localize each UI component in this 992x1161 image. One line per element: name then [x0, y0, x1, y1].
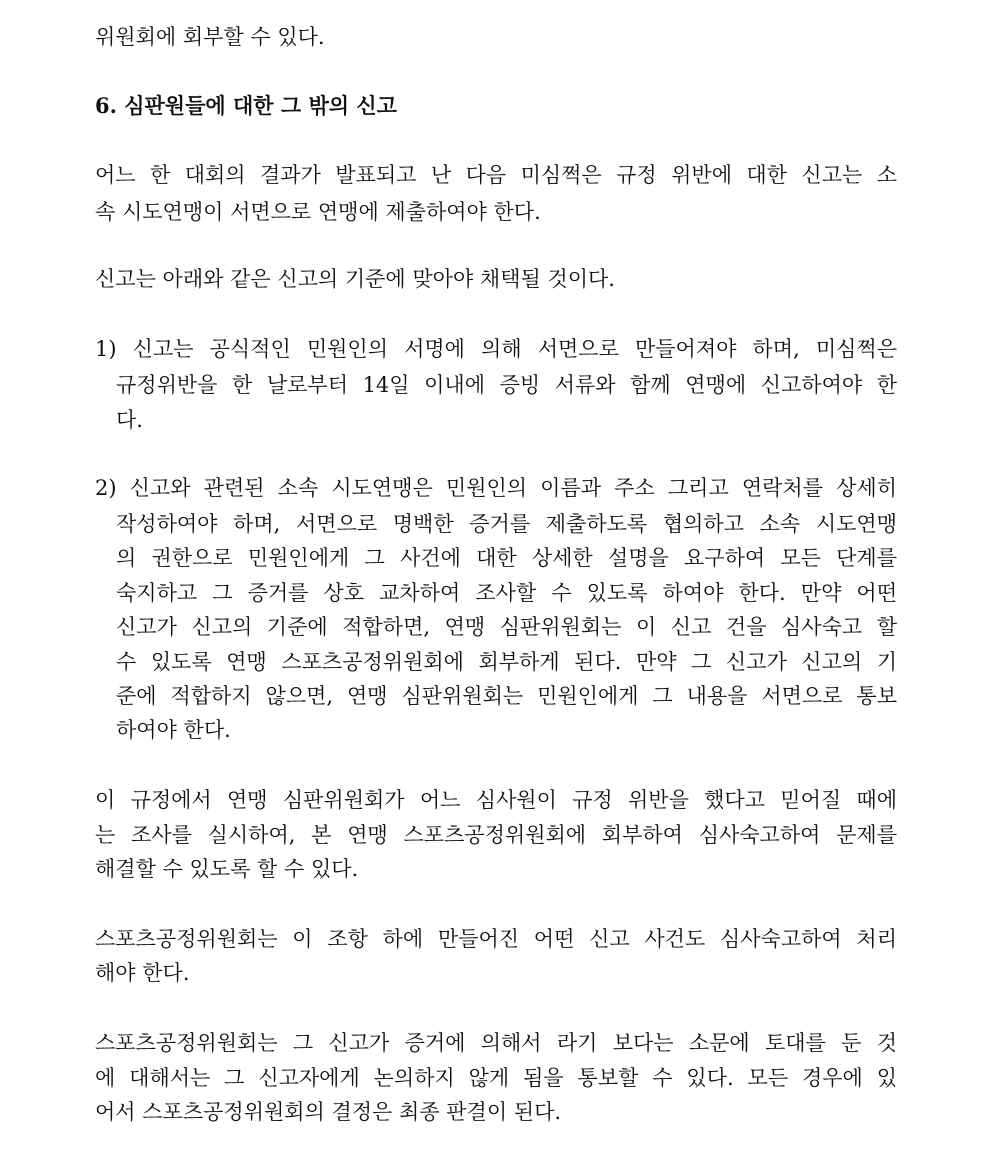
- list-item-line: 작성하여야 하며, 서면으로 명백한 증거를 제출하도록 협의하고 소속 시도연맹: [116, 512, 897, 536]
- paragraph-line: 이 규정에서 연맹 심판위원회가 어느 심사원이 규정 위반을 했다고 믿어질 때에: [95, 788, 897, 812]
- paragraph-line: 속 시도연맹이 서면으로 연맹에 제출하여야 한다.: [95, 200, 541, 224]
- paragraph-line: 해결할 수 있도록 할 수 있다.: [95, 857, 359, 881]
- intro-line: 위원회에 회부할 수 있다.: [95, 25, 325, 49]
- paragraph-line: 스포츠공정위원회는 그 신고가 증거에 의해서 라기 보다는 소문에 토대를 둔 것: [95, 1031, 897, 1055]
- list-item-line: 규정위반을 한 날로부터 14일 이내에 증빙 서류와 함께 연맹에 신고하여야 한: [116, 373, 897, 397]
- list-item-line: 하여야 한다.: [116, 718, 231, 742]
- list-item-line: 신고가 신고의 기준에 적합하면, 연맹 심판위원회는 이 신고 건을 심사숙고 할: [116, 615, 897, 639]
- paragraph-line: 어서 스포츠공정위원회의 결정은 최종 판결이 된다.: [95, 1100, 562, 1124]
- paragraph-line: 신고는 아래와 같은 신고의 기준에 맞아야 채택될 것이다.: [95, 267, 615, 291]
- list-item-line: 숙지하고 그 증거를 상호 교차하여 조사할 수 있도록 하여야 한다. 만약 어떤: [116, 581, 897, 605]
- paragraph-line: 는 조사를 실시하여, 본 연맹 스포츠공정위원회에 회부하여 심사숙고하여 문제를: [95, 823, 897, 847]
- list-item-line: 다.: [116, 408, 143, 432]
- list-item-line: 수 있도록 연맹 스포츠공정위원회에 회부하게 된다. 만약 그 신고가 신고의 기: [116, 650, 897, 674]
- paragraph-line: 해야 한다.: [95, 961, 190, 985]
- list-item-line: 1) 신고는 공식적인 민원인의 서명에 의해 서면으로 만들어져야 하며, 미심쩍은: [95, 337, 897, 361]
- list-item-line: 준에 적합하지 않으면, 연맹 심판위원회는 민원인에게 그 내용을 서면으로 통보: [116, 684, 897, 708]
- paragraph-line: 에 대해서는 그 신고자에게 논의하지 않게 됨을 통보할 수 있다. 모든 경우에 있: [95, 1066, 897, 1090]
- paragraph-line: 어느 한 대회의 결과가 발표되고 난 다음 미심쩍은 규정 위반에 대한 신고는 소: [95, 163, 897, 187]
- list-item-line: 2) 신고와 관련된 소속 시도연맹은 민원인의 이름과 주소 그리고 연락처를 상세히: [95, 476, 897, 500]
- paragraph-line: 스포츠공정위원회는 이 조항 하에 만들어진 어떤 신고 사건도 심사숙고하여 처리: [95, 927, 897, 951]
- section-heading: 6. 심판원들에 대한 그 밖의 신고: [95, 93, 397, 118]
- list-item-line: 의 권한으로 민원인에게 그 사건에 대한 상세한 설명을 요구하여 모든 단계를: [116, 546, 897, 570]
